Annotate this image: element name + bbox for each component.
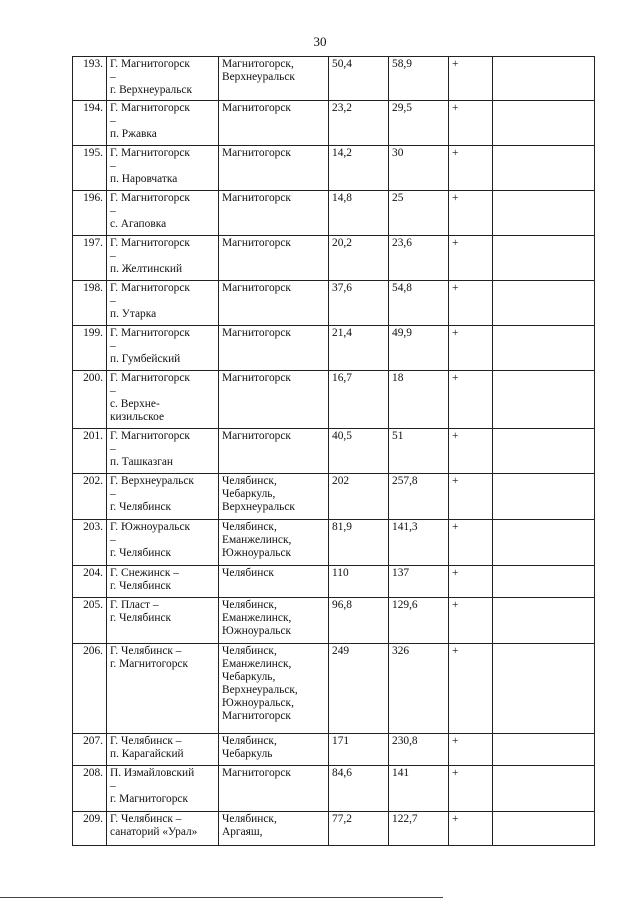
plus-mark: + <box>449 566 493 598</box>
city-line: Магнитогорск <box>222 192 291 204</box>
city-line: Южноуральск, <box>222 697 294 709</box>
plus-mark: + <box>449 766 493 812</box>
city-line: Магнитогорск <box>222 767 291 779</box>
cities-cell <box>219 566 329 598</box>
value-1: 50,4 <box>329 57 389 101</box>
table-row <box>73 766 595 812</box>
row-number: 199. <box>73 326 107 371</box>
cities-cell <box>219 812 329 846</box>
row-number: 205. <box>73 598 107 644</box>
value-1: 202 <box>329 474 389 520</box>
route-line: г. Челябинск <box>110 580 172 592</box>
row-number: 209. <box>73 812 107 846</box>
plus-mark: + <box>449 520 493 566</box>
value-2: 29,5 <box>389 101 449 146</box>
city-line: Челябинск, <box>222 521 277 533</box>
value-2: 25 <box>389 191 449 236</box>
cities-cell <box>219 371 329 429</box>
city-line: Магнитогорск <box>222 102 291 114</box>
value-2: 122,7 <box>389 812 449 846</box>
value-2: 51 <box>389 429 449 474</box>
city-line: Челябинск <box>222 567 274 579</box>
city-line: Магнитогорск <box>222 430 291 442</box>
city-line: Чебаркуль, <box>222 488 276 500</box>
value-2: 230,8 <box>389 734 449 766</box>
route-line: – <box>110 488 116 500</box>
city-line: Магнитогорск <box>222 327 291 339</box>
cities-cell <box>219 644 329 734</box>
value-1: 84,6 <box>329 766 389 812</box>
value-1: 110 <box>329 566 389 598</box>
row-number: 202. <box>73 474 107 520</box>
route-line: Г. Магнитогорск <box>110 192 190 204</box>
cities-cell <box>219 429 329 474</box>
cities-cell <box>219 191 329 236</box>
value-2: 58,9 <box>389 57 449 101</box>
route-cell <box>107 598 219 644</box>
empty-cell <box>493 281 595 326</box>
route-line: – <box>110 250 116 262</box>
route-cell <box>107 566 219 598</box>
plus-mark: + <box>449 598 493 644</box>
route-line: – <box>110 534 116 546</box>
footer-rule <box>0 897 443 898</box>
table-row <box>73 566 595 598</box>
route-cell <box>107 766 219 812</box>
route-line: – <box>110 385 116 397</box>
empty-cell <box>493 101 595 146</box>
cities-cell <box>219 326 329 371</box>
plus-mark: + <box>449 371 493 429</box>
table-row <box>73 429 595 474</box>
empty-cell <box>493 598 595 644</box>
route-line: Г. Челябинск – <box>110 813 182 825</box>
route-cell <box>107 57 219 101</box>
city-line: Еманжелинск, <box>222 534 292 546</box>
row-number: 204. <box>73 566 107 598</box>
row-number: 194. <box>73 101 107 146</box>
table-row <box>73 191 595 236</box>
city-line: Южноуральск <box>222 625 292 637</box>
value-1: 23,2 <box>329 101 389 146</box>
route-line: г. Челябинск <box>110 547 172 559</box>
route-line: Г. Пласт – <box>110 599 159 611</box>
route-cell <box>107 734 219 766</box>
city-line: Магнитогорск <box>222 710 291 722</box>
route-cell <box>107 191 219 236</box>
plus-mark: + <box>449 326 493 371</box>
table-row <box>73 812 595 846</box>
value-2: 49,9 <box>389 326 449 371</box>
empty-cell <box>493 146 595 191</box>
route-line: Г. Магнитогорск <box>110 430 190 442</box>
value-1: 40,5 <box>329 429 389 474</box>
plus-mark: + <box>449 57 493 101</box>
city-line: Челябинск, <box>222 813 277 825</box>
plus-mark: + <box>449 236 493 281</box>
row-number: 193. <box>73 57 107 101</box>
route-line: п. Наровчатка <box>110 173 178 185</box>
route-cell <box>107 474 219 520</box>
route-line: п. Утарка <box>110 308 157 320</box>
route-line: г. Челябинск <box>110 501 172 513</box>
city-line: Верхнеуральск, <box>222 684 298 696</box>
route-cell <box>107 429 219 474</box>
empty-cell <box>493 57 595 101</box>
value-2: 141,3 <box>389 520 449 566</box>
table-row <box>73 57 595 101</box>
table-row <box>73 101 595 146</box>
empty-cell <box>493 644 595 734</box>
route-line: п. Ржавка <box>110 128 157 140</box>
cities-cell <box>219 57 329 101</box>
cities-cell <box>219 474 329 520</box>
page-number: 30 <box>313 34 327 49</box>
cities-cell <box>219 146 329 191</box>
city-line: Магнитогорск, <box>222 58 294 70</box>
route-line: п. Гумбейский <box>110 353 181 365</box>
table-row <box>73 236 595 281</box>
row-number: 207. <box>73 734 107 766</box>
city-line: Челябинск, <box>222 599 277 611</box>
city-line: Магнитогорск <box>222 147 291 159</box>
value-1: 16,7 <box>329 371 389 429</box>
route-line: г. Магнитогорск <box>110 793 189 805</box>
empty-cell <box>493 191 595 236</box>
empty-cell <box>493 371 595 429</box>
plus-mark: + <box>449 101 493 146</box>
table-row <box>73 281 595 326</box>
city-line: Челябинск, <box>222 475 277 487</box>
table-row <box>73 371 595 429</box>
route-line: с. Агаповка <box>110 218 167 230</box>
city-line: Чебаркуль <box>222 748 273 760</box>
route-line: п. Желтинский <box>110 263 183 275</box>
route-line: – <box>110 295 116 307</box>
city-line: Аргаяш, <box>222 826 263 838</box>
table-row <box>73 644 595 734</box>
route-line: Г. Магнитогорск <box>110 58 190 70</box>
route-cell <box>107 326 219 371</box>
empty-cell <box>493 326 595 371</box>
row-number: 208. <box>73 766 107 812</box>
empty-cell <box>493 812 595 846</box>
cities-cell <box>219 236 329 281</box>
empty-cell <box>493 734 595 766</box>
route-cell <box>107 236 219 281</box>
empty-cell <box>493 520 595 566</box>
empty-cell <box>493 566 595 598</box>
route-cell <box>107 812 219 846</box>
route-cell <box>107 371 219 429</box>
table-row <box>73 326 595 371</box>
value-2: 137 <box>389 566 449 598</box>
route-line: п. Ташказган <box>110 456 174 468</box>
cities-cell <box>219 281 329 326</box>
table-row <box>73 520 595 566</box>
value-1: 20,2 <box>329 236 389 281</box>
city-line: Магнитогорск <box>222 237 291 249</box>
cities-cell <box>219 598 329 644</box>
route-line: Г. Челябинск – <box>110 645 182 657</box>
route-line: Г. Верхнеуральск <box>110 475 194 487</box>
plus-mark: + <box>449 146 493 191</box>
value-1: 37,6 <box>329 281 389 326</box>
empty-cell <box>493 236 595 281</box>
table-row <box>73 734 595 766</box>
row-number: 203. <box>73 520 107 566</box>
plus-mark: + <box>449 429 493 474</box>
table-body <box>73 57 595 846</box>
route-line: – <box>110 205 116 217</box>
plus-mark: + <box>449 734 493 766</box>
plus-mark: + <box>449 281 493 326</box>
value-2: 326 <box>389 644 449 734</box>
value-1: 96,8 <box>329 598 389 644</box>
table-row <box>73 474 595 520</box>
value-1: 14,2 <box>329 146 389 191</box>
city-line: Верхнеуральск <box>222 501 295 513</box>
value-1: 77,2 <box>329 812 389 846</box>
row-number: 197. <box>73 236 107 281</box>
value-1: 249 <box>329 644 389 734</box>
route-cell <box>107 644 219 734</box>
table-row <box>73 146 595 191</box>
cities-cell <box>219 766 329 812</box>
route-line: Г. Магнитогорск <box>110 372 190 384</box>
city-line: Магнитогорск <box>222 282 291 294</box>
route-line: санаторий «Урал» <box>110 826 198 838</box>
value-2: 54,8 <box>389 281 449 326</box>
row-number: 206. <box>73 644 107 734</box>
route-cell <box>107 281 219 326</box>
route-line: – <box>110 160 116 172</box>
route-line: г. Верхнеуральск <box>110 84 193 96</box>
empty-cell <box>493 474 595 520</box>
city-line: Еманжелинск, <box>222 658 292 670</box>
route-line: – <box>110 71 116 83</box>
city-line: Еманжелинск, <box>222 612 292 624</box>
route-line: г. Магнитогорск <box>110 658 189 670</box>
route-line: г. Челябинск <box>110 612 172 624</box>
plus-mark: + <box>449 644 493 734</box>
value-1: 81,9 <box>329 520 389 566</box>
plus-mark: + <box>449 812 493 846</box>
value-1: 171 <box>329 734 389 766</box>
row-number: 201. <box>73 429 107 474</box>
route-line: Г. Магнитогорск <box>110 102 190 114</box>
empty-cell <box>493 429 595 474</box>
route-cell <box>107 520 219 566</box>
route-cell <box>107 101 219 146</box>
route-cell <box>107 146 219 191</box>
route-line: Г. Магнитогорск <box>110 147 190 159</box>
value-1: 14,8 <box>329 191 389 236</box>
route-line: П. Измайловский <box>110 767 195 779</box>
empty-cell <box>493 766 595 812</box>
city-line: Южноуральск <box>222 547 292 559</box>
city-line: Чебаркуль, <box>222 671 276 683</box>
plus-mark: + <box>449 474 493 520</box>
route-line: Г. Южноуральск <box>110 521 191 533</box>
city-line: Челябинск, <box>222 645 277 657</box>
route-line: – <box>110 780 116 792</box>
value-2: 129,6 <box>389 598 449 644</box>
value-2: 141 <box>389 766 449 812</box>
route-line: с. Верхне- <box>110 398 160 410</box>
route-line: Г. Снежинск – <box>110 567 179 579</box>
value-2: 23,6 <box>389 236 449 281</box>
row-number: 200. <box>73 371 107 429</box>
row-number: 198. <box>73 281 107 326</box>
cities-cell <box>219 101 329 146</box>
value-2: 18 <box>389 371 449 429</box>
route-line: Г. Магнитогорск <box>110 282 190 294</box>
route-line: Г. Магнитогорск <box>110 237 190 249</box>
routes-table <box>72 56 595 846</box>
cities-cell <box>219 734 329 766</box>
city-line: Верхнеуральск <box>222 71 295 83</box>
table-row <box>73 598 595 644</box>
route-line: – <box>110 340 116 352</box>
route-line: кизильское <box>110 411 165 423</box>
value-1: 21,4 <box>329 326 389 371</box>
city-line: Челябинск, <box>222 735 277 747</box>
route-line: – <box>110 443 116 455</box>
row-number: 196. <box>73 191 107 236</box>
value-2: 30 <box>389 146 449 191</box>
row-number: 195. <box>73 146 107 191</box>
route-line: Г. Магнитогорск <box>110 327 190 339</box>
route-line: Г. Челябинск – <box>110 735 182 747</box>
route-line: – <box>110 115 116 127</box>
route-line: п. Карагайский <box>110 748 184 760</box>
value-2: 257,8 <box>389 474 449 520</box>
cities-cell <box>219 520 329 566</box>
plus-mark: + <box>449 191 493 236</box>
city-line: Магнитогорск <box>222 372 291 384</box>
